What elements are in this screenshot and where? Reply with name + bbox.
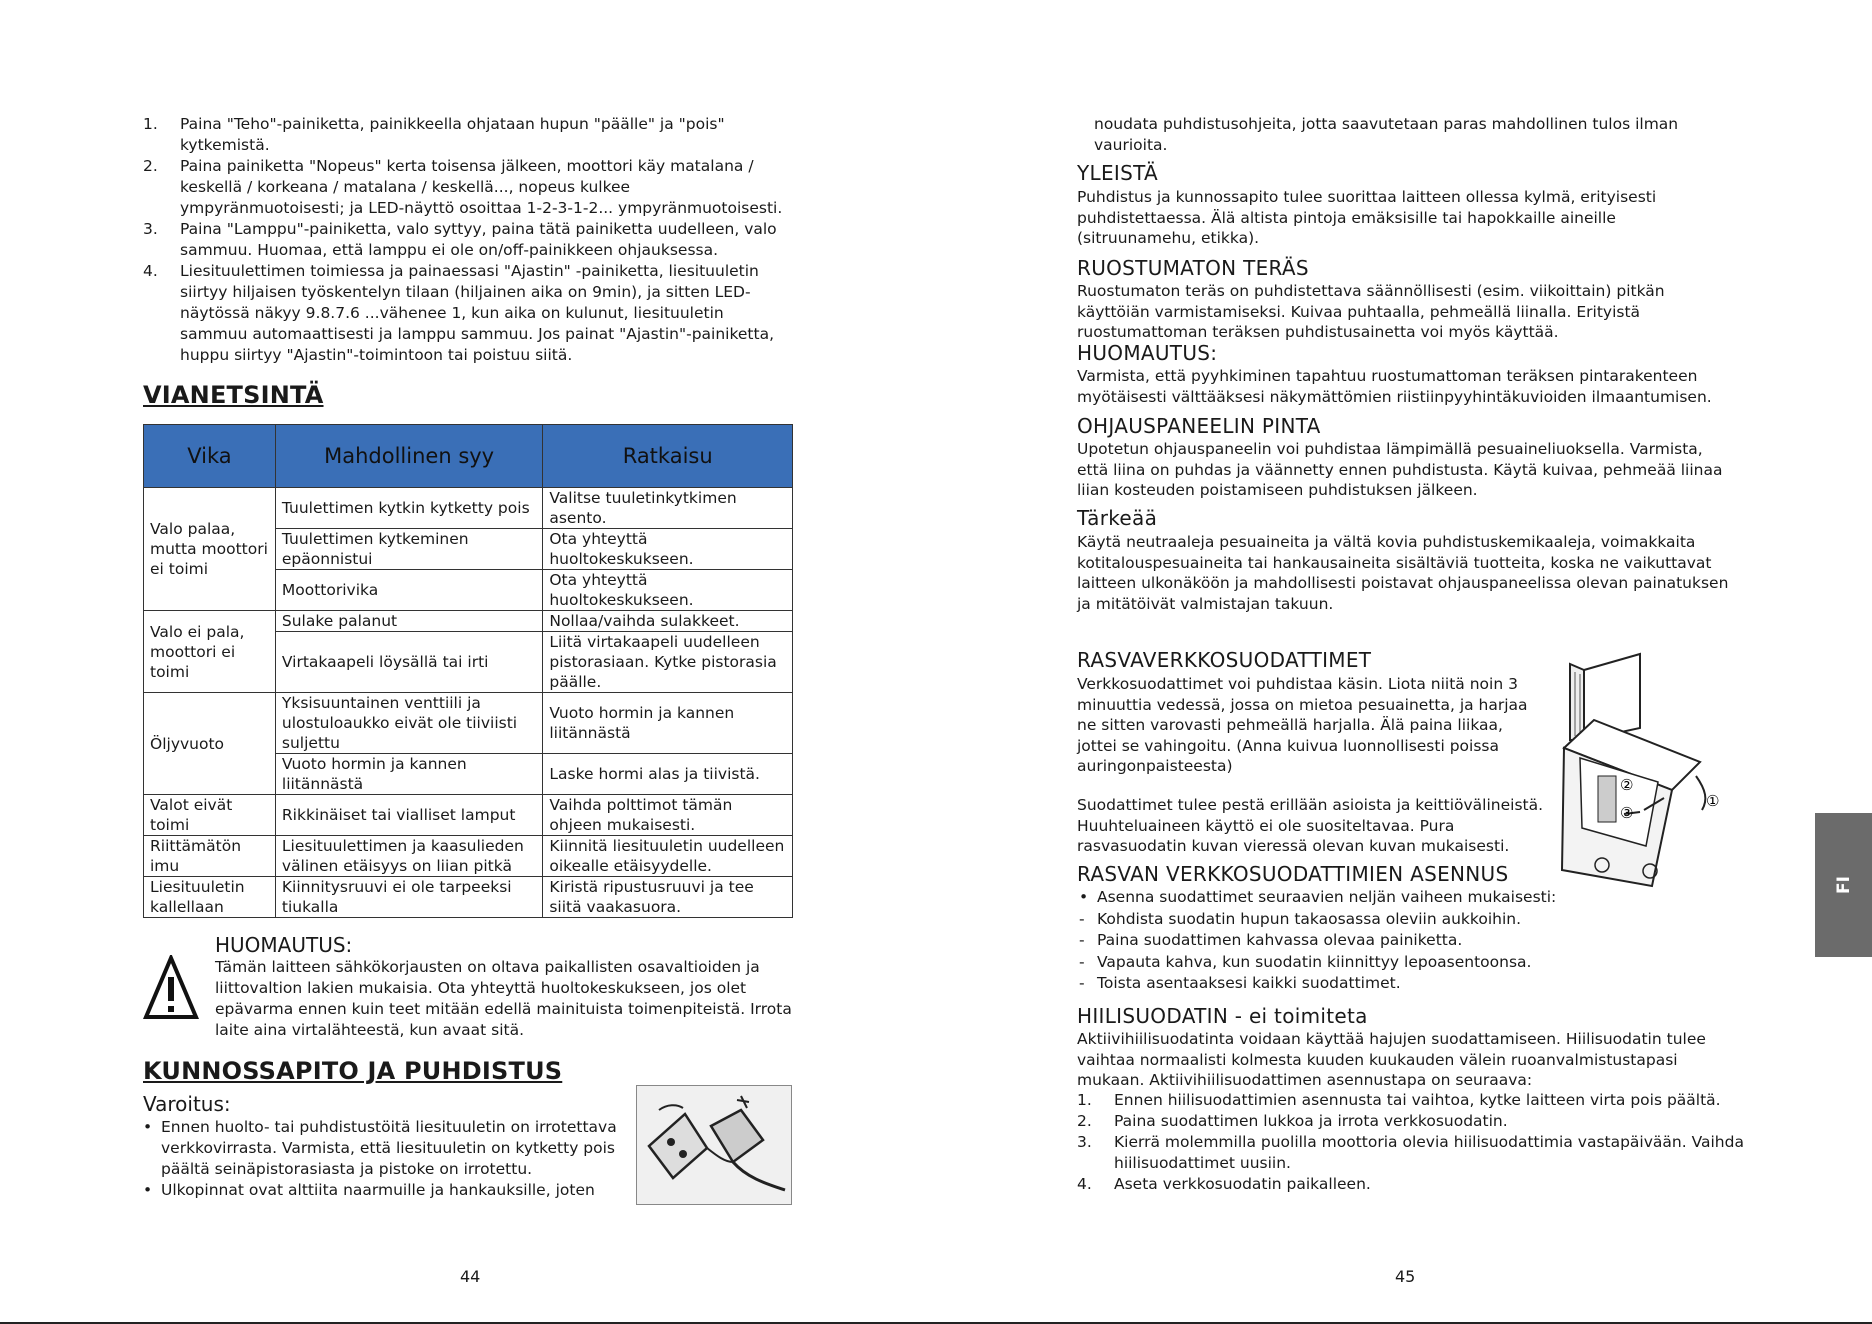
section-heading-stainless: RUOSTUMATON TERÄS	[1077, 256, 1309, 280]
cause-cell: Tuulettimen kytkin kytketty pois	[275, 488, 542, 529]
step-item	[1077, 1174, 1757, 1195]
fault-cell: Valo palaa, mutta moottori ei toimi	[144, 488, 276, 611]
filter-install-list	[1077, 887, 1717, 995]
fault-cell: Valo ei pala, moottori ei toimi	[144, 611, 276, 693]
step-item	[1077, 1090, 1757, 1111]
fix-cell: Ota yhteyttä huoltokeskukseen.	[543, 570, 793, 611]
step-number: 2.	[1077, 1112, 1092, 1130]
section-heading-carbon-filter: HIILISUODATIN - ei toimiteta	[1077, 1004, 1368, 1028]
step-item	[1077, 1132, 1757, 1174]
diagram-label-1: ①	[1706, 792, 1720, 810]
step-text: Kierrä molemmilla puolilla moottoria olevia hiilisuodattimia vastapäivään. Vaihda hiilisuodattimet uusiin.	[1114, 1133, 1744, 1172]
troubleshooting-table	[143, 424, 793, 918]
section-text-carbon-filter: Aktiivihiilisuodatinta voidaan käyttää hajujen suodattamiseen. Hiilisuodatin tulee vaihtaa normaalisti kolmesta kuuden kuukauden välein ruoanvalmistustapasi mukaan. Aktiivihiilisuodattimen asennustapa on seuraava:	[1077, 1030, 1706, 1089]
step-number: 3.	[143, 220, 158, 238]
cause-cell: Yksisuuntainen venttiili ja ulostuloaukko eivät ole tiiviisti suljettu	[275, 693, 542, 754]
list-item: • Ennen huolto- tai puhdistustöitä liesituuletin on irrotettava verkkovirrasta. Varmista, että liesituuletin on kytketty pois päältä seinäpistorasiasta ja pistoke on irrotettu.	[143, 1117, 623, 1180]
column-header-solution: Ratkaisu	[543, 425, 793, 488]
step-item	[143, 114, 783, 156]
table-row	[144, 488, 793, 529]
warning-list	[143, 1117, 623, 1201]
fix-cell: Nollaa/vaihda sulakkeet.	[543, 611, 793, 632]
hood-filter-diagram	[1540, 650, 1724, 888]
list-item: • Asenna suodattimet seuraavien neljän vaiheen mukaisesti:	[1077, 887, 1717, 909]
warning-triangle-icon	[143, 955, 199, 1021]
warning-heading: Varoitus:	[143, 1092, 231, 1116]
fix-cell: Vaihda polttimot tämän ohjeen mukaisesti.	[543, 795, 793, 836]
list-item: - Paina suodattimen kahvassa olevaa painiketta.	[1077, 930, 1717, 952]
list-item: - Toista asentaaksesi kaikki suodattimet.	[1077, 973, 1717, 995]
list-item: - Vapauta kahva, kun suodatin kiinnittyy lepoasentoonsa.	[1077, 952, 1717, 974]
step-text: Paina "Teho"-painiketta, painikkeella ohjataan hupun "päälle" ja "pois" kytkemistä.	[180, 115, 725, 154]
note-heading: HUOMAUTUS:	[215, 933, 353, 957]
cause-cell: Kiinnitysruuvi ei ole tarpeeksi tiukalla	[275, 877, 542, 918]
continuation-text: noudata puhdistusohjeita, jotta saavutetaan paras mahdollinen tulos ilman vaurioita.	[1094, 115, 1679, 154]
list-item: - Kohdista suodatin hupun takaosassa oleviin aukkoihin.	[1077, 909, 1717, 931]
column-header-cause: Mahdollinen syy	[275, 425, 542, 488]
table-row	[144, 795, 793, 836]
fix-cell: Liitä virtakaapeli uudelleen pistorasiaan. Kytke pistorasia päälle.	[543, 632, 793, 693]
step-item	[143, 261, 783, 366]
operation-steps	[143, 114, 783, 366]
step-text: Paina "Lamppu"-painiketta, valo syttyy, paina tätä painiketta uudelleen, valo sammuu. Huomaa, että lamppu ei ole on/off-painikkeen ohjauksessa.	[180, 220, 777, 259]
section-heading-filter-install: RASVAN VERKKOSUODATTIMIEN ASENNUS	[1077, 862, 1509, 886]
section-heading-control-panel: OHJAUSPANEELIN PINTA	[1077, 414, 1321, 438]
step-text: Paina painiketta "Nopeus" kerta toisensa jälkeen, moottori käy matalana / keskellä / korkeana / matalana / keskellä..., nopeus kulkee ympyränmuotoisesti; ja LED-näyttö osoittaa 1-2-3-1-2... ympyränmuotoisesti.	[180, 157, 783, 217]
section-text-stainless: Ruostumaton teräs on puhdistettava säännöllisesti (esim. viikoittain) pitkän käyttöiän varmistamiseksi. Kuivaa puhtaalla, pehmeällä liinalla. Erityistä ruostumattoman teräksen puhdistusainetta voi myös käyttää.	[1077, 282, 1665, 341]
list-item: • Ulkopinnat ovat alttiita naarmuille ja hankauksille, joten	[143, 1180, 623, 1201]
section-text-important: Käytä neutraaleja pesuaineita ja vältä kovia puhdistuskemikaaleja, voimakkaita kotitalouspesuaineita tai hankausaineita sisältäviä tuotteita, koska ne vaikuttavat laitteen ulkonäköön ja mahdollisesti poistavat ohjauspaneelissa olevan painatuksen ja mitätöivät valmistajan takuun.	[1077, 533, 1729, 613]
fix-cell: Vuoto hormin ja kannen liitännästä	[543, 693, 793, 754]
table-row	[144, 611, 793, 632]
cause-cell: Rikkinäiset tai vialliset lamput	[275, 795, 542, 836]
section-text-general: Puhdistus ja kunnossapito tulee suorittaa laitteen ollessa kylmä, erityisesti puhdistettaessa. Älä altista pintoja emäksisille tai hapokkaille aineille (sitruunamehu, etikka).	[1077, 188, 1657, 247]
step-number: 1.	[1077, 1091, 1092, 1109]
table-row	[144, 836, 793, 877]
diagram-label-3: ③	[1620, 804, 1634, 822]
diagram-label-2: ②	[1620, 776, 1634, 794]
section-text-grease-filters: Verkkosuodattimet voi puhdistaa käsin. Liota niitä noin 3 minuuttia vedessä, jossa on mietoa pesuainetta, ja harjaa ne sitten varovasti pehmeällä harjalla. Älä paina liikaa, jottei se vahingoitu. (Anna kuivua luonnollisesti poissa auringonpaisteesta)	[1077, 675, 1528, 775]
step-item	[143, 219, 783, 261]
section-text-grease-filters-2: Suodattimet tulee pestä erillään asioista ja keittiövälineistä. Huuhteluaineen käyttö ei ole suositeltavaa. Pura rasvasuodatin kuvan vieressä olevan kuvan mukaisesti.	[1077, 796, 1544, 855]
cause-cell: Moottorivika	[275, 570, 542, 611]
unplug-illustration	[636, 1085, 792, 1205]
fault-cell: Öljyvuoto	[144, 693, 276, 795]
cause-cell: Liesituulettimen ja kaasulieden välinen etäisyys on liian pitkä	[275, 836, 542, 877]
step-number: 3.	[1077, 1133, 1092, 1151]
table-row	[144, 693, 793, 754]
fix-cell: Kiinnitä liesituuletin uudelleen oikealle etäisyydelle.	[543, 836, 793, 877]
page-number-left: 44	[460, 1267, 481, 1286]
step-number: 4.	[143, 262, 158, 280]
section-text-control-panel: Upotetun ohjauspaneelin voi puhdistaa lämpimällä pesuaineliuoksella. Varmista, että liina on puhdas ja väännetty ennen puhdistusta. Käytä kuivaa, pehmeää liinaa liian kosteuden poistamiseen puhdistuksen jälkeen.	[1077, 440, 1723, 499]
step-number: 2.	[143, 157, 158, 175]
right-page	[936, 0, 1872, 1324]
column-header-fault: Vika	[144, 425, 276, 488]
fix-cell: Ota yhteyttä huoltokeskukseen.	[543, 529, 793, 570]
table-row	[144, 877, 793, 918]
section-text-note: Varmista, että pyyhkiminen tapahtuu ruostumattoman teräksen pintarakenteen myötäisesti välttääksesi näkymättömien riistiinpyyhintäkuvioiden ilmaantumisen.	[1077, 367, 1712, 406]
cause-cell: Tuulettimen kytkeminen epäonnistui	[275, 529, 542, 570]
step-text: Liesituulettimen toimiessa ja painaessasi "Ajastin" -painiketta, liesituuletin siirtyy hiljaisen työskentelyn tilaan (hiljainen aika on 9min), ja sitten LED-näytössä näkyy 9.8.7.6 ...vähenee 1, kun aika on kulunut, liesituuletin sammuu automaattisesti ja lamppu sammuu. Jos painat "Ajastin"-painiketta, huppu siirtyy "Ajastin"-toimintoon tai poistuu siitä.	[180, 262, 775, 364]
step-item	[1077, 1111, 1757, 1132]
cause-cell: Sulake palanut	[275, 611, 542, 632]
section-heading-grease-filters: RASVAVERKKOSUODATTIMET	[1077, 648, 1372, 672]
fault-cell: Valot eivät toimi	[144, 795, 276, 836]
step-number: 1.	[143, 115, 158, 133]
language-tab-label: FI	[1833, 876, 1854, 894]
step-text: Paina suodattimen lukkoa ja irrota verkkosuodatin.	[1114, 1112, 1508, 1130]
fix-cell: Laske hormi alas ja tiivistä.	[543, 754, 793, 795]
step-text: Aseta verkkosuodatin paikalleen.	[1114, 1175, 1371, 1193]
section-heading-general: YLEISTÄ	[1077, 161, 1159, 185]
table-header-row	[144, 425, 793, 488]
fix-cell: Kiristä ripustusruuvi ja tee siitä vaakasuora.	[543, 877, 793, 918]
maintenance-heading: KUNNOSSAPITO JA PUHDISTUS	[143, 1057, 563, 1085]
page-number-right: 45	[1395, 1267, 1416, 1286]
fix-cell: Valitse tuuletinkytkimen asento.	[543, 488, 793, 529]
step-item	[143, 156, 783, 219]
fault-cell: Liesituuletin kallellaan	[144, 877, 276, 918]
note-text: Tämän laitteen sähkökorjausten on oltava paikallisten osavaltioiden ja liittovaltion lakien mukaisia. Ota yhteyttä huoltokeskukseen, jos olet epävarma ennen kuin teet mitään edellä mainituista toimenpiteistä. Irrota laite aina virtalähteestä, kun avaat sitä.	[215, 958, 792, 1039]
step-number: 4.	[1077, 1175, 1092, 1193]
troubleshooting-heading: VIANETSINTÄ	[143, 381, 324, 409]
carbon-filter-steps	[1077, 1090, 1757, 1195]
step-text: Ennen hiilisuodattimien asennusta tai vaihtoa, kytke laitteen virta pois päältä.	[1114, 1091, 1721, 1109]
section-heading-important: Tärkeää	[1077, 506, 1158, 530]
cause-cell: Vuoto hormin ja kannen liitännästä	[275, 754, 542, 795]
cause-cell: Virtakaapeli löysällä tai irti	[275, 632, 542, 693]
language-tab	[1815, 813, 1872, 957]
plug-icon	[637, 1086, 791, 1204]
section-heading-note: HUOMAUTUS:	[1077, 341, 1218, 365]
fault-cell: Riittämätön imu	[144, 836, 276, 877]
